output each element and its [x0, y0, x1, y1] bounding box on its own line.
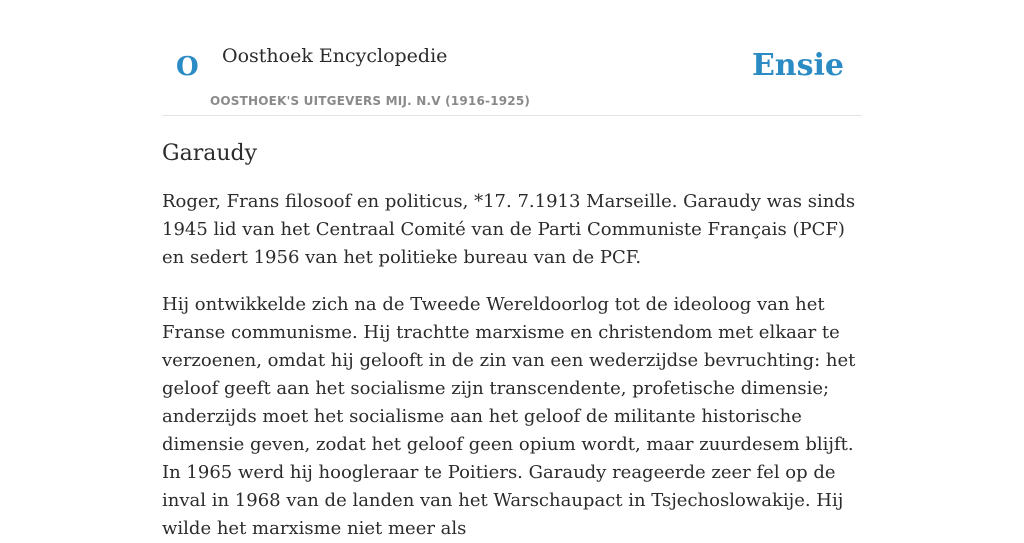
- brand-logo-link[interactable]: Ensie: [751, 48, 844, 83]
- logo-icon[interactable]: O: [176, 52, 199, 82]
- publisher-subtitle: OOSTHOEK'S UITGEVERS MIJ. N.V (1916-1925): [210, 94, 531, 108]
- article-title: Garaudy: [162, 141, 258, 166]
- article-paragraph-2: Hij ontwikkelde zich na de Tweede Wereldoorlog tot de ideoloog van het Franse communisme. Hij trachtte marxisme en christendom met elkaar te verzoenen, omdat hij gelooft in de zin van een wederzijdse bevruchting: het geloof geeft aan het socialisme zijn transcendente, profetische dimensie; anderzijds moet het socialisme aan het geloof de militante historische dimensie geven, zodat het geloof geen opium wordt, maar zuurdesem blijft. In 1965 werd hij hoogleraar te Poitiers. Garaudy reageerde zeer fel op de inval in 1968 van de landen van het Warschaupact in Tsjechoslowakije. Hij wilde het marxisme niet meer als: [162, 293, 856, 539]
- site-header: [162, 0, 862, 116]
- article-paragraph-1: Roger, Frans filosoof en politicus, *17. 7.1913 Marseille. Garaudy was sinds 1945 lid van het Centraal Comité van de Parti Communiste Français (PCF) en sedert 1956 van het politieke bureau van de PCF.: [162, 190, 856, 268]
- site-title[interactable]: Oosthoek Encyclopedie: [222, 45, 448, 67]
- article: [162, 140, 862, 543]
- page-container: [162, 0, 862, 543]
